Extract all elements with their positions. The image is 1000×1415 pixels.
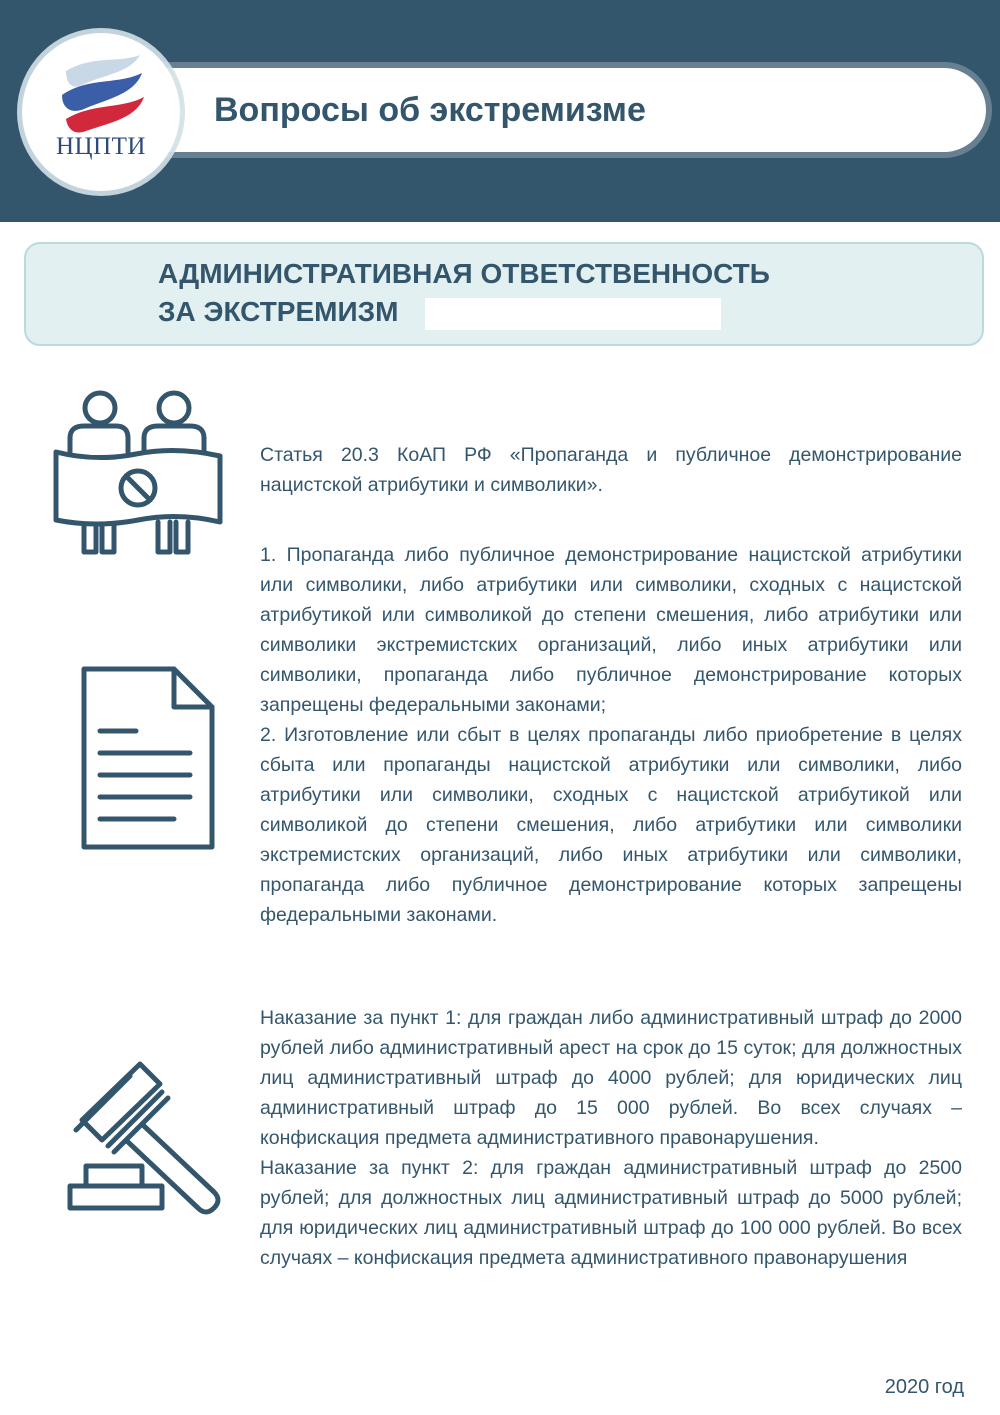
document-icon	[80, 665, 220, 855]
page-title: Вопросы об экстремизме	[214, 91, 646, 129]
article-point-1: 1. Пропаганда либо публичное демонстрирование нацистской атрибутики или символики, либо атрибутики или символики, сходных с нацистской атрибутикой или символикой до степени смешения, либо атрибутики или символики экстремистских организаций, либо иных атрибутики или символики, пропаганда либо публичное демонстрирование которых запрещены федеральными законами;	[260, 544, 962, 716]
article-heading-text: Статья 20.3 КоАП РФ «Пропаганда и публичное демонстрирование нацистской атрибутики и символики».	[260, 444, 962, 496]
subtitle-line-2: ЗА ЭКСТРЕМИЗМ	[158, 296, 399, 327]
logo-flag-icon	[22, 33, 180, 191]
footer-year: 2020 год	[884, 1376, 964, 1398]
subtitle	[158, 255, 878, 331]
subtitle-line-1: АДМИНИСТРАТИВНАЯ ОТВЕТСТВЕННОСТЬ	[158, 258, 770, 289]
gavel-icon	[66, 1060, 236, 1220]
article-heading	[260, 440, 962, 500]
redaction-box	[425, 298, 721, 330]
article-points	[260, 540, 962, 930]
protest-banner-icon	[52, 388, 224, 560]
penalties	[260, 1003, 962, 1273]
logo	[22, 33, 180, 191]
article-point-2: 2. Изготовление или сбыт в целях пропаганды либо приобретение в целях сбыта или пропаганды нацистской атрибутики или символики, либо атрибутики или символики, сходных с нацистской атрибутикой или символикой до степени смешения, либо атрибутики или символики экстремистских организаций, либо иных атрибутики или символики, пропаганда либо публичное демонстрирование которых запрещены федеральными законами.	[260, 724, 962, 926]
penalty-point-1: Наказание за пункт 1: для граждан либо административный штраф до 2000 рублей либо административный арест на срок до 15 суток; для должностных лиц административный штраф до 4000 рублей; для юридических лиц административный штраф до 15 000 рублей. Во всех случаях – конфискация предмета административного правонарушения.	[260, 1007, 962, 1149]
penalty-point-2: Наказание за пункт 2: для граждан административный штраф до 2500 рублей; для должностных лиц административный штраф до 5000 рублей; для юридических лиц административный штраф до 100 000 рублей. Во всех случаях – конфискация предмета административного правонарушения	[260, 1157, 962, 1269]
logo-text: НЦПТИ	[56, 133, 146, 160]
